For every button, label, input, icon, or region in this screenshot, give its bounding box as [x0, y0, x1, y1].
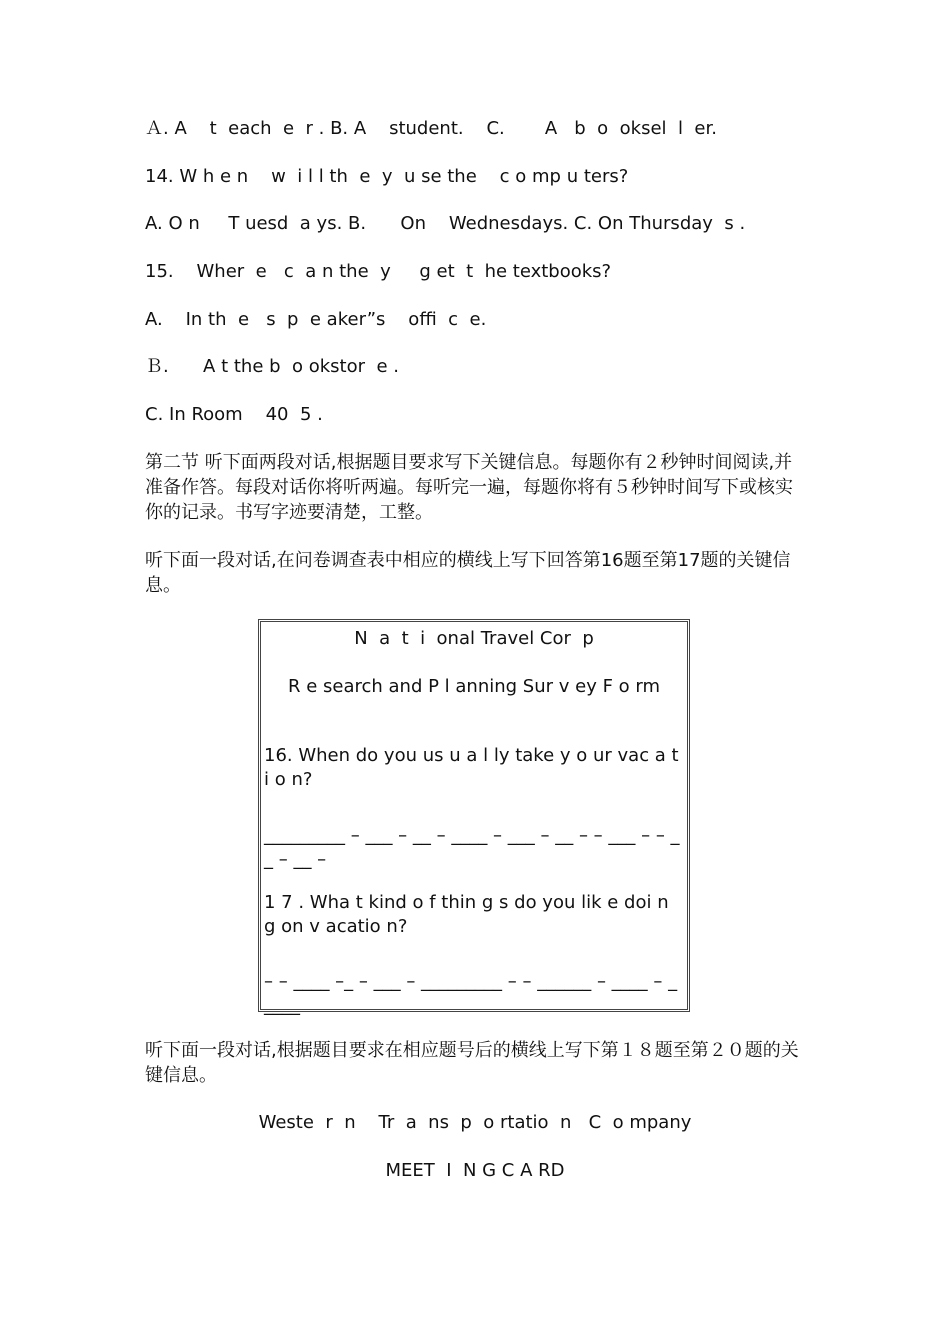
form-q17-answer-line: – – ____ –_ – ___ – _________ – – ______ – ____ – _____ [264, 971, 678, 1016]
section2-instructions: 第二节 听下面两段对话,根据题目要求写下关键信息。每题你有２秒钟时间阅读,并准备作答。每段对话你将听两遍。每听完一遍，每题你将有５秒钟时间写下或核实你的记录。书写字迹要清楚，工整。 [145, 452, 793, 523]
dialogue1-intro: 听下面一段对话,在问卷调查表中相应的横线上写下回答第16题至第17题的关键信息。 [145, 550, 791, 596]
survey-form-box [258, 619, 690, 1016]
card-company: Weste r n Tr a ns p o rtatio n C o mpany [258, 1112, 692, 1133]
q14-question: 14. W h e n w i l l th e y u se the c o mp u ters? [145, 166, 629, 187]
q13-options: Ａ. A t each e r . B. A student. C. A b o oksel l er. [145, 118, 717, 139]
q15-option-c: C. In Room 40 5 . [145, 404, 323, 425]
q14-options: A. O n T uesd a ys. B. On Wednesdays. C. On Thursday s . [145, 213, 746, 234]
q15-option-a: A. In th e s p e aker”s offi c e. [145, 309, 487, 330]
q15-option-b: Ｂ. A t the b o okstor e . [145, 356, 399, 377]
form-q16: 16. When do you us u a l ly take y o ur vac a t i o n? [264, 745, 679, 790]
form-q16-answer-line: _________ – ___ – __ – ____ – ___ – __ – – ___ – – __ – __ – [264, 825, 680, 870]
form-q17: 1 7 . Wha t kind o f thin g s do you lik e doi n g on v acatio n? [264, 892, 669, 937]
q15-question: 15. Wher e c a n the y g et t he textbooks? [145, 261, 612, 282]
dialogue2-intro: 听下面一段对话,根据题目要求在相应题号后的横线上写下第１８题至第２０题的关键信息。 [145, 1040, 799, 1086]
form-title: N a t i onal Travel Cor p [354, 628, 594, 649]
card-title: MEET I N G C A RD [385, 1160, 565, 1181]
form-subtitle: R e search and P l anning Sur v ey F o rm [287, 676, 661, 697]
